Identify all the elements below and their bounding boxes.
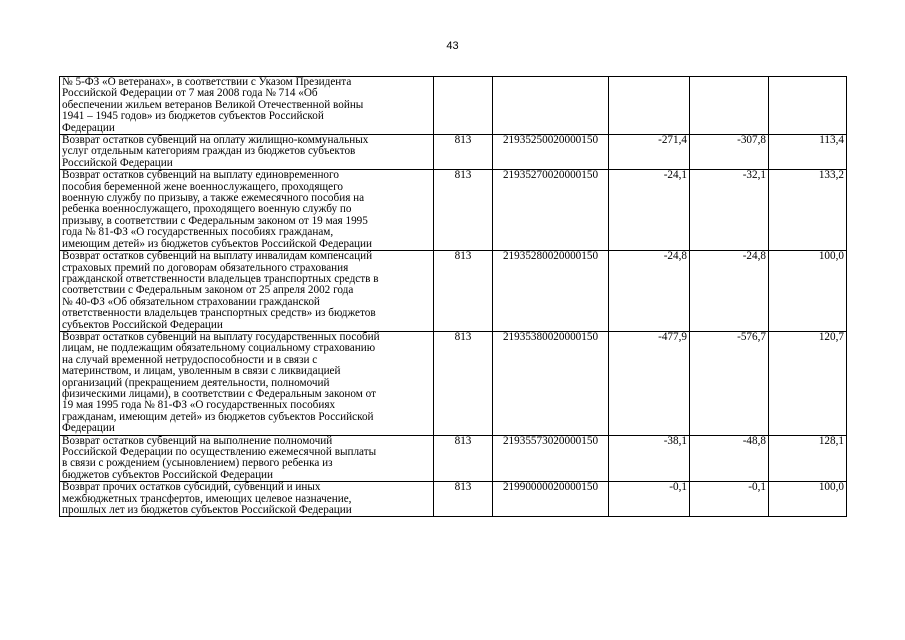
budget-classification-code: 21935380020000150 — [493, 331, 609, 435]
growth-percent: 120,7 — [769, 331, 847, 435]
description-line: 19 мая 1995 года № 81-ФЗ «О государственных пособиях — [62, 399, 336, 412]
page-number: 43 — [446, 40, 459, 52]
administrator-code: 813 — [434, 135, 493, 170]
description-line: Российской Федерации — [62, 156, 173, 169]
table-row — [60, 435, 847, 482]
revenue-description — [60, 77, 434, 135]
description-line: ребенка военнослужащего, проходящего военную службу по — [62, 203, 352, 216]
administrator-code: 813 — [434, 251, 493, 332]
amount-previous: -0,1 — [609, 482, 690, 517]
budget-classification-code: 21935573020000150 — [493, 435, 609, 482]
table-row — [60, 482, 847, 517]
description-line: гражданам, имеющим детей» из бюджетов субъектов Российской — [62, 410, 374, 423]
description-line: имеющим детей» из бюджетов субъектов Российской Федерации — [62, 237, 372, 250]
amount-previous: -38,1 — [609, 435, 690, 482]
description-line: страховых премий по договорам обязательного страхования — [62, 261, 349, 274]
description-line: Российской Федерации от 7 мая 2008 года № 714 «Об — [62, 87, 318, 100]
description-line: пособия беременной жене военнослужащего, проходящего — [62, 180, 343, 193]
description-line: Возврат прочих остатков субсидий, субвенций и иных — [62, 481, 321, 494]
description-line: Федерации — [62, 121, 115, 134]
description-line: года № 81-ФЗ «О государственных пособиях гражданам, — [62, 226, 334, 239]
revenue-description — [60, 251, 434, 332]
amount-current: -0,1 — [690, 482, 769, 517]
amount-current: -48,8 — [690, 435, 769, 482]
amount-current — [690, 77, 769, 135]
amount-previous — [609, 77, 690, 135]
description-line: Федерации — [62, 422, 115, 435]
description-line: военную службу по призыву, а также ежемесячного пособия на — [62, 192, 365, 205]
table-row — [60, 135, 847, 170]
table-row — [60, 170, 847, 251]
description-line: субъектов Российской Федерации — [62, 318, 223, 331]
growth-percent — [769, 77, 847, 135]
amount-current: -32,1 — [690, 170, 769, 251]
description-line: на случай временной нетрудоспособности и в связи с — [62, 353, 318, 366]
description-line: в связи с рождением (усыновлением) первого ребенка из — [62, 457, 333, 470]
budget-classification-code: 21935250020000150 — [493, 135, 609, 170]
amount-previous: -477,9 — [609, 331, 690, 435]
description-line: физическими лицами), в соответствии с Федеральным законом от — [62, 387, 376, 400]
revenue-description — [60, 435, 434, 482]
administrator-code: 813 — [434, 482, 493, 517]
administrator-code: 813 — [434, 331, 493, 435]
description-line: материнством, и лицам, уволенным в связи с ликвидацией — [62, 365, 341, 378]
description-line: организаций (прекращением деятельности, полномочий — [62, 376, 330, 389]
growth-percent: 133,2 — [769, 170, 847, 251]
description-line: обеспечении жильем ветеранов Великой Отечественной войны — [62, 98, 364, 111]
growth-percent: 128,1 — [769, 435, 847, 482]
description-line: призыву, в соответствии с Федеральным законом от 19 мая 1995 — [62, 214, 368, 227]
description-line: Возврат остатков субвенций на выполнение полномочий — [62, 435, 333, 447]
description-line: услуг отдельным категориям граждан из бюджетов субъектов — [62, 145, 356, 158]
budget-classification-code: 21990000020000150 — [493, 482, 609, 517]
description-line: № 40-ФЗ «Об обязательном страховании гражданской — [62, 295, 320, 308]
budget-classification-code — [493, 77, 609, 135]
description-line: Возврат остатков субвенций на выплату единовременного — [62, 169, 339, 182]
growth-percent: 100,0 — [769, 251, 847, 332]
description-line: Возврат остатков субвенций на выплату государственных пособий — [62, 331, 380, 343]
table-row — [60, 331, 847, 435]
description-line: гражданской ответственности владельцев транспортных средств в — [62, 272, 379, 285]
revenue-description — [60, 482, 434, 517]
table-row — [60, 251, 847, 332]
description-line: Возврат остатков субвенций на выплату инвалидам компенсаций — [62, 250, 373, 263]
amount-previous: -271,4 — [609, 135, 690, 170]
amount-previous: -24,8 — [609, 251, 690, 332]
budget-revenue-table — [59, 76, 847, 517]
description-line: Возврат остатков субвенций на оплату жилищно-коммунальных — [62, 134, 369, 147]
description-line: бюджетов субъектов Российской Федерации — [62, 468, 274, 481]
table-row — [60, 77, 847, 135]
amount-current: -24,8 — [690, 251, 769, 332]
description-line: 1941 – 1945 годов» из бюджетов субъектов Российской — [62, 110, 324, 123]
description-line: лицам, не подлежащим обязательному социальному страхованию — [62, 342, 376, 355]
revenue-description — [60, 135, 434, 170]
amount-previous: -24,1 — [609, 170, 690, 251]
budget-classification-code: 21935270020000150 — [493, 170, 609, 251]
description-line: № 5-ФЗ «О ветеранах», в соответствии с Указом Президента — [62, 76, 352, 88]
description-line: ответственности владельцев транспортных средств» из бюджетов — [62, 307, 376, 320]
description-line: межбюджетных трансфертов, имеющих целевое назначение, — [62, 492, 352, 505]
revenue-description — [60, 331, 434, 435]
administrator-code: 813 — [434, 170, 493, 251]
revenue-description — [60, 170, 434, 251]
amount-current: -307,8 — [690, 135, 769, 170]
administrator-code — [434, 77, 493, 135]
growth-percent: 100,0 — [769, 482, 847, 517]
administrator-code: 813 — [434, 435, 493, 482]
growth-percent: 113,4 — [769, 135, 847, 170]
budget-classification-code: 21935280020000150 — [493, 251, 609, 332]
description-line: Российской Федерации по осуществлению ежемесячной выплаты — [62, 446, 377, 458]
amount-current: -576,7 — [690, 331, 769, 435]
description-line: прошлых лет из бюджетов субъектов Российской Федерации — [62, 504, 352, 517]
description-line: соответствии с Федеральным законом от 25 апреля 2002 года — [62, 284, 354, 297]
